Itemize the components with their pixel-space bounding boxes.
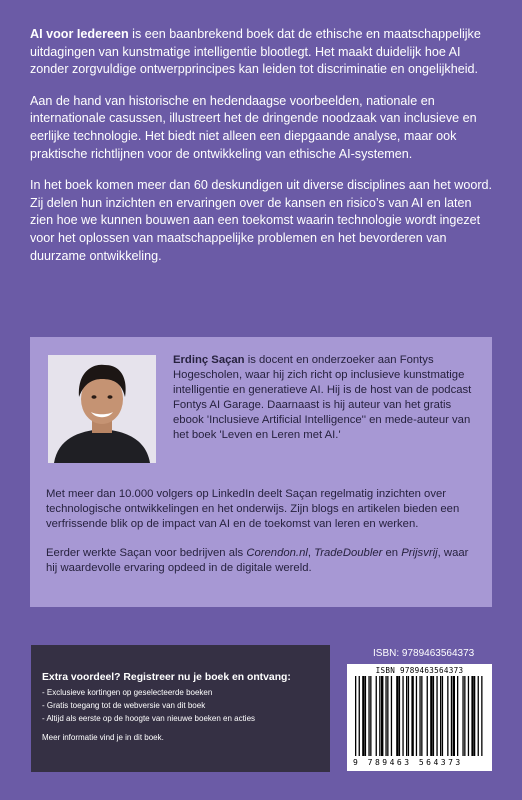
company-prijsvrij: Prijsvrij	[401, 547, 438, 559]
barcode-bar	[447, 676, 448, 756]
barcode-bar	[399, 676, 400, 756]
barcode-bar	[359, 676, 360, 756]
isbn-label: ISBN: 9789463564373	[373, 648, 475, 659]
promo-benefit-item: - Exclusieve kortingen op geselecteerde boeken	[42, 688, 213, 697]
barcode-bar	[440, 676, 441, 756]
isbn-barcode	[347, 664, 492, 771]
barcode-digits: 9 789463 564373	[353, 758, 463, 767]
registration-promo-box	[31, 645, 330, 772]
barcode-bar	[391, 676, 392, 756]
barcode-bar	[474, 676, 475, 756]
promo-note: Meer informatie vind je in dit boek.	[42, 733, 164, 742]
intro-paragraph-2: Aan de hand van historische en hedendaagse voorbeelden, nationale en internationale casussen, illustreert het de dringende noodzaak van inclusieve en eerlijke technologie. Het biedt niet alleen een diepgaande analyse, maar ook praktische richtlijnen voor de ontwikkeling van ethische AI-systemen.	[30, 93, 477, 161]
intro-paragraph-3: In het boek komen meer dan 60 deskundigen uit diverse disciplines aan het woord. Zij delen hun inzichten en ervaringen over de kansen en risico’s van AI en laten zien hoe we kunnen bouwen aan een toekomst waarin technologie wordt ingezet voor het oplossen van maatschappelijke problemen en het bevorderen van duurzame ontwikkeling.	[30, 178, 493, 263]
bio-p3-text-b: ,	[307, 547, 315, 559]
barcode-bar	[376, 676, 377, 756]
barcode-bar	[355, 676, 356, 756]
barcode-bar	[381, 676, 383, 756]
barcode-bar	[478, 676, 479, 756]
barcode-bar	[416, 676, 417, 756]
promo-title: Extra voordeel? Registreer nu je boek en ontvang:	[42, 672, 291, 683]
company-tradedoubler: TradeDoubler	[314, 547, 383, 559]
barcode-bar	[471, 676, 473, 756]
barcode-bar	[419, 676, 420, 756]
author-bio-box	[30, 337, 492, 607]
barcode-bar	[468, 676, 469, 756]
barcode-isbn-text: ISBN 9789463564373	[375, 666, 464, 675]
barcode-bar	[453, 676, 455, 756]
barcode-bar	[406, 676, 407, 756]
barcode-bar	[451, 676, 452, 756]
barcode-bar	[462, 676, 463, 756]
barcode-bar	[442, 676, 443, 756]
author-photo	[48, 355, 156, 463]
barcode-bar	[370, 676, 371, 756]
back-cover-description	[30, 26, 495, 279]
author-bio-intro	[173, 353, 478, 443]
author-bio-more	[46, 487, 481, 590]
bio-p3-text-c: en	[382, 547, 402, 559]
barcode-bar	[433, 676, 434, 756]
company-corendon: Corendon.nl	[246, 547, 308, 559]
author-bio-paragraph-2: Met meer dan 10.000 volgers op LinkedIn deelt Saçan regelmatig inzichten over technologische ontwikkelingen en het onderwijs. Zijn blogs en artikelen bieden een verfrissende blik op de impact van AI en de toekomst van leren en werken.	[46, 488, 460, 530]
barcode-bar	[481, 676, 482, 756]
barcode-bar	[365, 676, 366, 756]
barcode-bar	[368, 676, 369, 756]
barcode-bar	[411, 676, 413, 756]
author-bio-intro-text: is docent en onderzoeker aan Fontys Hogescholen, waar hij zich richt op inclusieve kunstmatige intelligentie en generatieve AI. Hij is de host van de podcast Fontys AI Garage. Daarnaast is hij auteur van het gratis ebook 'Inclusieve Artificial Intelligence'' en mede-auteur van het boek 'Leven en Leren met AI.'	[173, 354, 472, 441]
intro-paragraph-1	[30, 26, 495, 79]
promo-benefit-item: - Gratis toegang tot de webversie van dit boek	[42, 701, 206, 710]
barcode-bar	[362, 676, 364, 756]
barcode-bar	[408, 676, 409, 756]
barcode-bars	[353, 676, 486, 758]
promo-benefit-item: - Altijd als eerste op de hoogte van nieuwe boeken en acties	[42, 714, 256, 723]
barcode-bar	[430, 676, 432, 756]
bio-p3-text-d: , waar hij waardevolle ervaring opdeed in de digitale wereld.	[46, 547, 469, 574]
barcode-bar	[457, 676, 458, 756]
barcode-bar	[385, 676, 386, 756]
intro-paragraph-1-text: is een baanbrekend boek dat de ethische en maatschappelijke uitdagingen van kunstmatige intelligentie blootlegt. Het maakt duidelijk hoe AI zonder zorgvuldige ontwerpprincipes kan leiden tot discriminatie en ongelijkheid.	[30, 27, 481, 77]
barcode-bar	[387, 676, 388, 756]
barcode-bar	[421, 676, 422, 756]
barcode-bar	[402, 676, 403, 756]
bio-p3-text-a: Eerder werkte Saçan voor bedrijven als	[46, 547, 247, 559]
barcode-bar	[379, 676, 380, 756]
barcode-bar	[436, 676, 437, 756]
barcode-bar	[396, 676, 398, 756]
author-bio-paragraph-3	[46, 546, 481, 576]
book-title: AI voor Iedereen	[30, 27, 129, 41]
barcode-bar	[464, 676, 465, 756]
promo-benefits-list	[42, 686, 255, 725]
barcode-bar	[427, 676, 428, 756]
author-name: Erdinç Saçan	[173, 354, 245, 366]
